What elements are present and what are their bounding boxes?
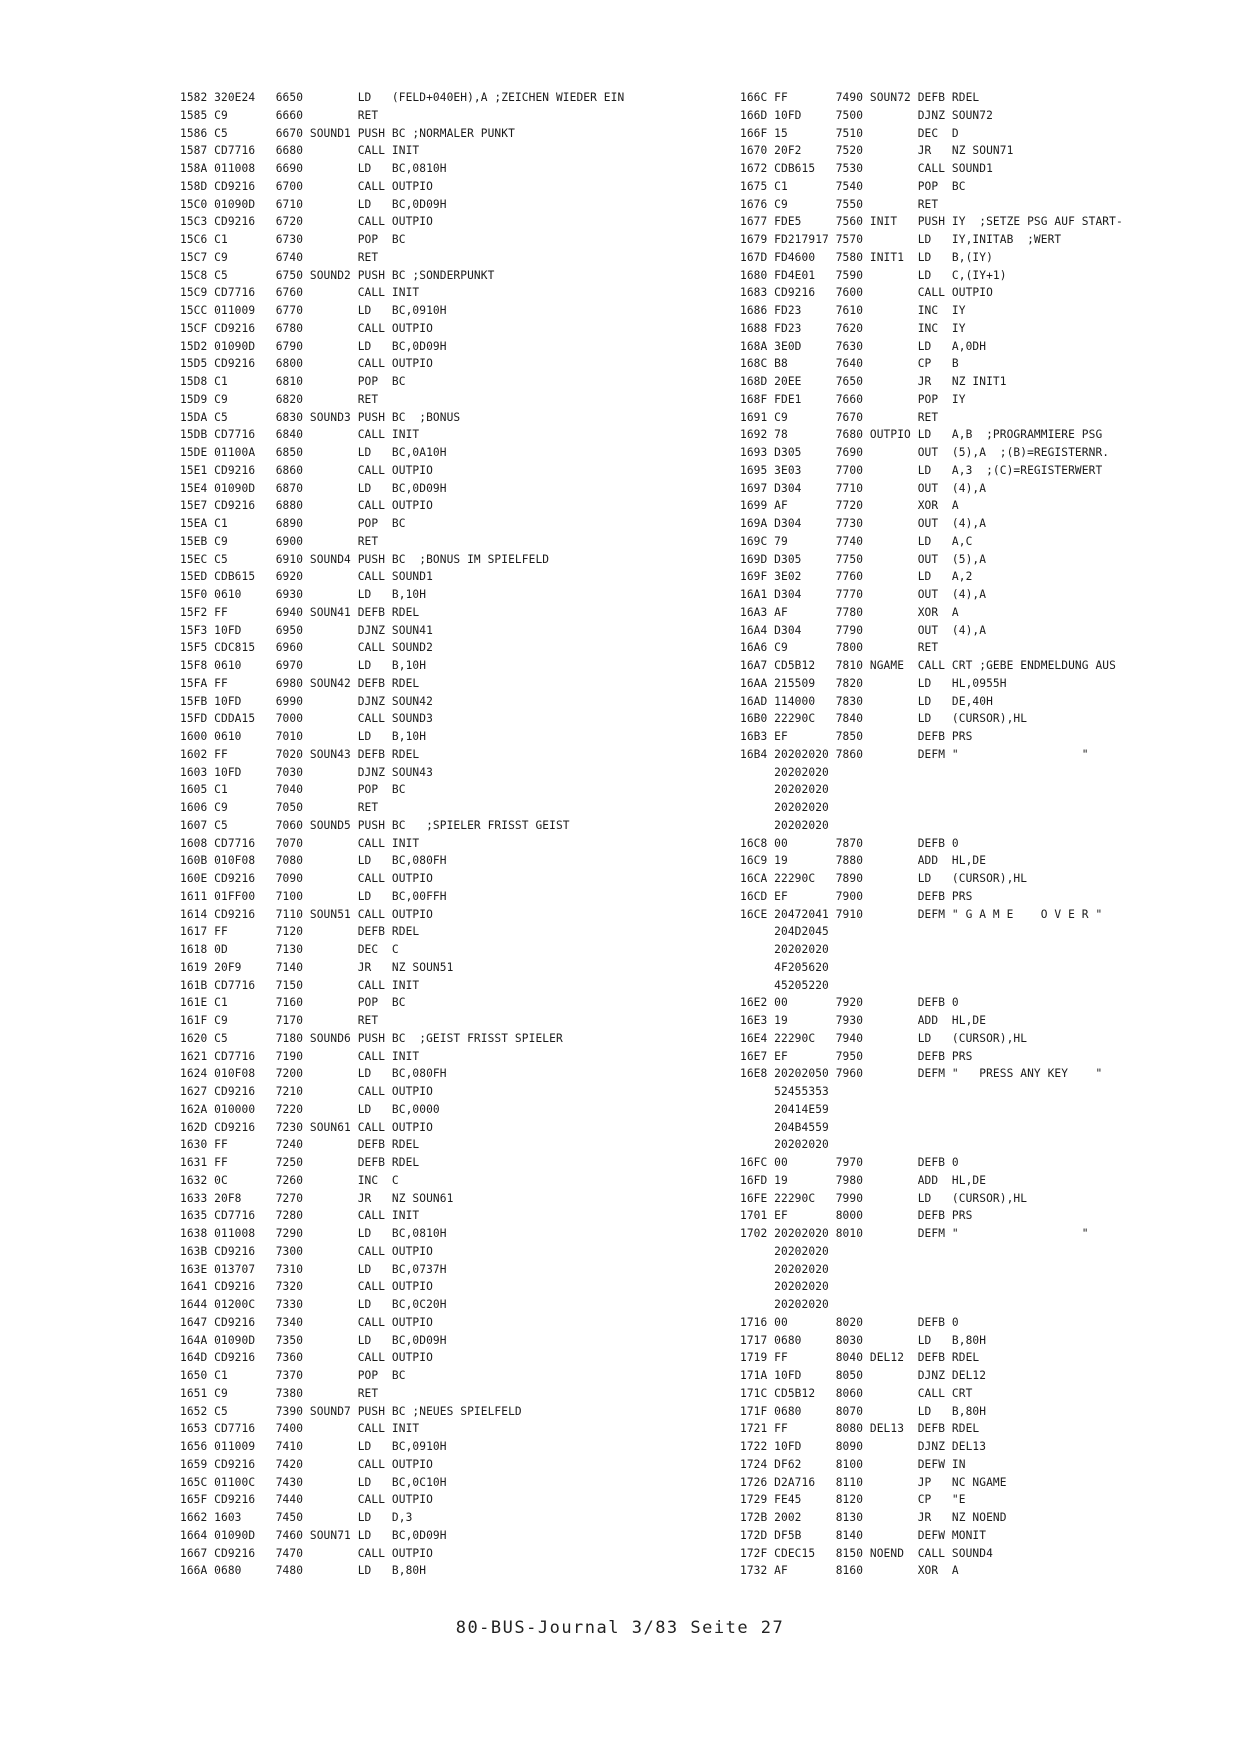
code-line: 20202020 (740, 1138, 829, 1152)
code-line: 1697 D304 7710 OUT (4),A (740, 481, 987, 495)
code-line: 160B 010F08 7080 LD BC,080FH (180, 854, 447, 868)
code-line: 16B3 EF 7850 DEFB PRS (740, 730, 973, 743)
code-line: 1677 FDE5 7560 INIT PUSH IY ;SETZE PSG AUF START- (740, 215, 1123, 229)
code-line: 171F 0680 8070 LD B,80H (740, 1404, 987, 1418)
code-line: 1716 00 8020 DEFB 0 (740, 1315, 959, 1329)
code-line: 20202020 (740, 801, 829, 814)
code-line: 15C6 C1 6730 POP BC (180, 233, 406, 246)
code-line: 16E8 20202050 7960 DEFM " PRESS ANY KEY " (740, 1067, 1103, 1081)
code-line: 1672 CDB615 7530 CALL SOUND1 (740, 162, 993, 175)
code-line: 1602 FF 7020 SOUN43 DEFB RDEL (180, 747, 420, 761)
code-line: 1587 CD7716 6680 CALL INIT (180, 144, 420, 158)
code-line: 1675 C1 7540 POP BC (740, 179, 966, 193)
code-line: 1695 3E03 7700 LD A,3 ;(C)=REGISTERWERT (740, 463, 1103, 477)
code-line: 1650 C1 7370 POP BC (180, 1369, 406, 1382)
code-line: 15C3 CD9216 6720 CALL OUTPIO (180, 215, 433, 229)
code-line: 1644 01200C 7330 LD BC,0C20H (180, 1298, 447, 1311)
code-line: 163B CD9216 7300 CALL OUTPIO (180, 1244, 433, 1258)
code-line: 1608 CD7716 7070 CALL INIT (180, 836, 420, 850)
code-line: 166D 10FD 7500 DJNZ SOUN72 (740, 108, 993, 122)
code-line: 204D2045 (740, 925, 829, 939)
code-line: 16AD 114000 7830 LD DE,40H (740, 694, 993, 708)
code-line: 15D9 C9 6820 RET (180, 392, 379, 406)
code-line: 1662 1603 7450 LD D,3 (180, 1511, 413, 1524)
code-line: 1603 10FD 7030 DJNZ SOUN43 (180, 765, 433, 779)
code-line: 1670 20F2 7520 JR NZ SOUN71 (740, 144, 1014, 158)
code-line: 172F CDEC15 8150 NOEND CALL SOUND4 (740, 1546, 993, 1560)
code-line: 15C9 CD7716 6760 CALL INIT (180, 286, 420, 300)
code-line: 161B CD7716 7150 CALL INIT (180, 978, 420, 992)
code-line: 15CC 011009 6770 LD BC,0910H (180, 304, 447, 317)
code-line: 20202020 (740, 1298, 829, 1311)
code-line: 1667 CD9216 7470 CALL OUTPIO (180, 1546, 433, 1560)
code-line: 204B4559 (740, 1120, 829, 1134)
code-line: 161F C9 7170 RET (180, 1014, 379, 1027)
code-line: 1722 10FD 8090 DJNZ DEL13 (740, 1440, 987, 1453)
code-line: 52455353 (740, 1085, 829, 1098)
code-line: 1683 CD9216 7600 CALL OUTPIO (740, 286, 993, 300)
code-line: 1724 DF62 8100 DEFW IN (740, 1457, 966, 1471)
code-line: 1699 AF 7720 XOR A (740, 499, 959, 513)
code-line: 1638 011008 7290 LD BC,0810H (180, 1227, 447, 1240)
code-line: 1652 C5 7390 SOUND7 PUSH BC ;NEUES SPIELFELD (180, 1404, 522, 1418)
code-line: 166A 0680 7480 LD B,80H (180, 1564, 427, 1578)
code-line: 1617 FF 7120 DEFB RDEL (180, 925, 420, 939)
code-line: 20202020 (740, 818, 829, 832)
code-line: 171A 10FD 8050 DJNZ DEL12 (740, 1369, 987, 1382)
code-line: 168D 20EE 7650 JR NZ INIT1 (740, 375, 1007, 388)
code-line: 1679 FD217917 7570 LD IY,INITAB ;WERT (740, 233, 1062, 246)
code-line: 1635 CD7716 7280 CALL INIT (180, 1209, 420, 1223)
code-line: 168C B8 7640 CP B (740, 357, 959, 371)
code-line: 15D8 C1 6810 POP BC (180, 375, 406, 388)
code-line: 20202020 (740, 1244, 829, 1258)
code-line: 15EC C5 6910 SOUND4 PUSH BC ;BONUS IM SPIELFELD (180, 552, 550, 566)
code-line: 1692 78 7680 OUTPIO LD A,B ;PROGRAMMIERE PSG (740, 428, 1103, 442)
code-line: 1701 EF 8000 DEFB PRS (740, 1209, 973, 1223)
code-line: 16CE 20472041 7910 DEFM " G A M E O V E R " (740, 907, 1103, 921)
listing-right-column (740, 89, 1160, 1580)
code-line: 15DE 01100A 6850 LD BC,0A10H (180, 446, 447, 459)
code-line: 16E2 00 7920 DEFB 0 (740, 996, 959, 1010)
code-line: 1586 C5 6670 SOUND1 PUSH BC ;NORMALER PUNKT (180, 126, 515, 140)
code-line: 168A 3E0D 7630 LD A,0DH (740, 339, 987, 353)
code-line: 1618 0D 7130 DEC C (180, 943, 399, 956)
code-line: 161E C1 7160 POP BC (180, 996, 406, 1010)
code-line: 15C7 C9 6740 RET (180, 250, 379, 264)
code-line: 15FD CDDA15 7000 CALL SOUND3 (180, 712, 433, 726)
code-line: 4F205620 (740, 960, 829, 974)
code-line: 15E1 CD9216 6860 CALL OUTPIO (180, 463, 433, 477)
code-line: 16E4 22290C 7940 LD (CURSOR),HL (740, 1031, 1028, 1045)
code-line: 20202020 (740, 765, 829, 779)
code-line: 1651 C9 7380 RET (180, 1386, 379, 1400)
code-line: 20202020 (740, 1280, 829, 1294)
code-line: 45205220 (740, 978, 829, 992)
code-line: 20202020 (740, 943, 829, 956)
code-line: 164D CD9216 7360 CALL OUTPIO (180, 1351, 433, 1365)
code-line: 1614 CD9216 7110 SOUN51 CALL OUTPIO (180, 907, 433, 921)
code-line: 15F3 10FD 6950 DJNZ SOUN41 (180, 623, 433, 637)
code-line: 1680 FD4E01 7590 LD C,(IY+1) (740, 268, 1007, 282)
code-line: 166F 15 7510 DEC D (740, 126, 959, 140)
code-line: 15D5 CD9216 6800 CALL OUTPIO (180, 357, 433, 371)
code-line: 165F CD9216 7440 CALL OUTPIO (180, 1493, 433, 1507)
code-line: 1627 CD9216 7210 CALL OUTPIO (180, 1085, 433, 1098)
code-line: 1600 0610 7010 LD B,10H (180, 730, 427, 743)
code-line: 1659 CD9216 7420 CALL OUTPIO (180, 1457, 433, 1471)
code-line: 15F0 0610 6930 LD B,10H (180, 588, 427, 601)
code-line: 15F8 0610 6970 LD B,10H (180, 659, 427, 672)
code-line: 165C 01100C 7430 LD BC,0C10H (180, 1475, 447, 1489)
code-line: 1632 0C 7260 INC C (180, 1173, 399, 1187)
code-line: 15CF CD9216 6780 CALL OUTPIO (180, 321, 433, 335)
code-line: 16CA 22290C 7890 LD (CURSOR),HL (740, 872, 1028, 885)
code-line: 15F5 CDC815 6960 CALL SOUND2 (180, 641, 433, 655)
code-line: 1732 AF 8160 XOR A (740, 1564, 959, 1578)
code-line: 1721 FF 8080 DEL13 DEFB RDEL (740, 1422, 980, 1436)
code-line: 20414E59 (740, 1102, 829, 1116)
code-line: 16FD 19 7980 ADD HL,DE (740, 1173, 987, 1187)
code-line: 16A7 CD5B12 7810 NGAME CALL CRT ;GEBE ENDMELDUNG AUS (740, 659, 1116, 672)
code-line: 169C 79 7740 LD A,C (740, 534, 973, 548)
code-line: 1647 CD9216 7340 CALL OUTPIO (180, 1315, 433, 1329)
code-line: 15C0 01090D 6710 LD BC,0D09H (180, 197, 447, 211)
code-line: 16A1 D304 7770 OUT (4),A (740, 588, 987, 601)
code-line: 164A 01090D 7350 LD BC,0D09H (180, 1333, 447, 1347)
code-line: 16C8 00 7870 DEFB 0 (740, 836, 959, 850)
code-line: 1656 011009 7410 LD BC,0910H (180, 1440, 447, 1453)
code-line: 20202020 (740, 1262, 829, 1276)
code-line: 1620 C5 7180 SOUND6 PUSH BC ;GEIST FRISST SPIELER (180, 1031, 563, 1045)
code-line: 167D FD4600 7580 INIT1 LD B,(IY) (740, 250, 993, 264)
code-line: 16A6 C9 7800 RET (740, 641, 939, 655)
code-line: 1729 FE45 8120 CP "E (740, 1493, 966, 1507)
code-line: 158D CD9216 6700 CALL OUTPIO (180, 179, 433, 193)
code-line: 158A 011008 6690 LD BC,0810H (180, 162, 447, 175)
code-line: 1688 FD23 7620 INC IY (740, 321, 966, 335)
code-line: 1686 FD23 7610 INC IY (740, 304, 966, 317)
code-line: 1621 CD7716 7190 CALL INIT (180, 1049, 420, 1063)
code-line: 1726 D2A716 8110 JP NC NGAME (740, 1475, 1007, 1489)
code-line: 1702 20202020 8010 DEFM " " (740, 1227, 1089, 1240)
listing-left-column (180, 89, 700, 1580)
code-line: 16CD EF 7900 DEFB PRS (740, 889, 973, 903)
code-line: 171C CD5B12 8060 CALL CRT (740, 1386, 973, 1400)
code-line: 172D DF5B 8140 DEFW MONIT (740, 1528, 987, 1542)
code-line: 15ED CDB615 6920 CALL SOUND1 (180, 570, 433, 584)
code-line: 1606 C9 7050 RET (180, 801, 379, 814)
code-line: 16B0 22290C 7840 LD (CURSOR),HL (740, 712, 1028, 726)
code-line: 169F 3E02 7760 LD A,2 (740, 570, 973, 584)
code-line: 168F FDE1 7660 POP IY (740, 392, 966, 406)
code-line: 16A3 AF 7780 XOR A (740, 605, 959, 619)
code-line: 16E7 EF 7950 DEFB PRS (740, 1049, 973, 1063)
code-line: 15E7 CD9216 6880 CALL OUTPIO (180, 499, 433, 513)
code-line: 20202020 (740, 783, 829, 797)
code-line: 160E CD9216 7090 CALL OUTPIO (180, 872, 433, 885)
code-line: 1624 010F08 7200 LD BC,080FH (180, 1067, 447, 1081)
code-line: 1693 D305 7690 OUT (5),A ;(B)=REGISTERNR. (740, 446, 1110, 459)
code-line: 15DA C5 6830 SOUND3 PUSH BC ;BONUS (180, 410, 461, 424)
code-line: 1633 20F8 7270 JR NZ SOUN61 (180, 1191, 454, 1205)
code-line: 162A 010000 7220 LD BC,0000 (180, 1102, 440, 1116)
code-line: 1631 FF 7250 DEFB RDEL (180, 1156, 420, 1169)
code-line: 1664 01090D 7460 SOUN71 LD BC,0D09H (180, 1528, 447, 1542)
code-line: 16AA 215509 7820 LD HL,0955H (740, 676, 1007, 690)
code-line: 1582 320E24 6650 LD (FELD+040EH),A ;ZEICHEN WIEDER EIN (180, 91, 625, 104)
page-footer: 80-BUS-Journal 3/83 Seite 27 (455, 1618, 785, 1638)
code-line: 166C FF 7490 SOUN72 DEFB RDEL (740, 91, 980, 104)
code-line: 15E4 01090D 6870 LD BC,0D09H (180, 481, 447, 495)
code-line: 15FB 10FD 6990 DJNZ SOUN42 (180, 694, 433, 708)
code-line: 16C9 19 7880 ADD HL,DE (740, 854, 987, 868)
code-line: 15F2 FF 6940 SOUN41 DEFB RDEL (180, 605, 420, 619)
code-line: 169A D304 7730 OUT (4),A (740, 517, 987, 530)
code-line: 1630 FF 7240 DEFB RDEL (180, 1138, 420, 1152)
code-line: 1607 C5 7060 SOUND5 PUSH BC ;SPIELER FRISST GEIST (180, 818, 570, 832)
code-line: 15EA C1 6890 POP BC (180, 517, 406, 530)
code-line: 1717 0680 8030 LD B,80H (740, 1333, 987, 1347)
code-line: 16FE 22290C 7990 LD (CURSOR),HL (740, 1191, 1028, 1205)
code-line: 16E3 19 7930 ADD HL,DE (740, 1014, 987, 1027)
code-line: 15DB CD7716 6840 CALL INIT (180, 428, 420, 442)
code-line: 169D D305 7750 OUT (5),A (740, 552, 987, 566)
code-line: 15FA FF 6980 SOUN42 DEFB RDEL (180, 676, 420, 690)
code-line: 16B4 20202020 7860 DEFM " " (740, 747, 1089, 761)
code-line: 163E 013707 7310 LD BC,0737H (180, 1262, 447, 1276)
code-line: 1611 01FF00 7100 LD BC,00FFH (180, 889, 447, 903)
code-line: 1619 20F9 7140 JR NZ SOUN51 (180, 960, 454, 974)
code-line: 1653 CD7716 7400 CALL INIT (180, 1422, 420, 1436)
code-line: 1641 CD9216 7320 CALL OUTPIO (180, 1280, 433, 1294)
code-line: 1605 C1 7040 POP BC (180, 783, 406, 797)
code-line: 1676 C9 7550 RET (740, 197, 939, 211)
code-line: 16A4 D304 7790 OUT (4),A (740, 623, 987, 637)
code-line: 15D2 01090D 6790 LD BC,0D09H (180, 339, 447, 353)
code-line: 15C8 C5 6750 SOUND2 PUSH BC ;SONDERPUNKT (180, 268, 495, 282)
code-line: 162D CD9216 7230 SOUN61 CALL OUTPIO (180, 1120, 433, 1134)
code-line: 172B 2002 8130 JR NZ NOEND (740, 1511, 1007, 1524)
code-line: 16FC 00 7970 DEFB 0 (740, 1156, 959, 1169)
code-line: 1719 FF 8040 DEL12 DEFB RDEL (740, 1351, 980, 1365)
code-line: 15EB C9 6900 RET (180, 534, 379, 548)
code-line: 1691 C9 7670 RET (740, 410, 939, 424)
code-line: 1585 C9 6660 RET (180, 108, 379, 122)
